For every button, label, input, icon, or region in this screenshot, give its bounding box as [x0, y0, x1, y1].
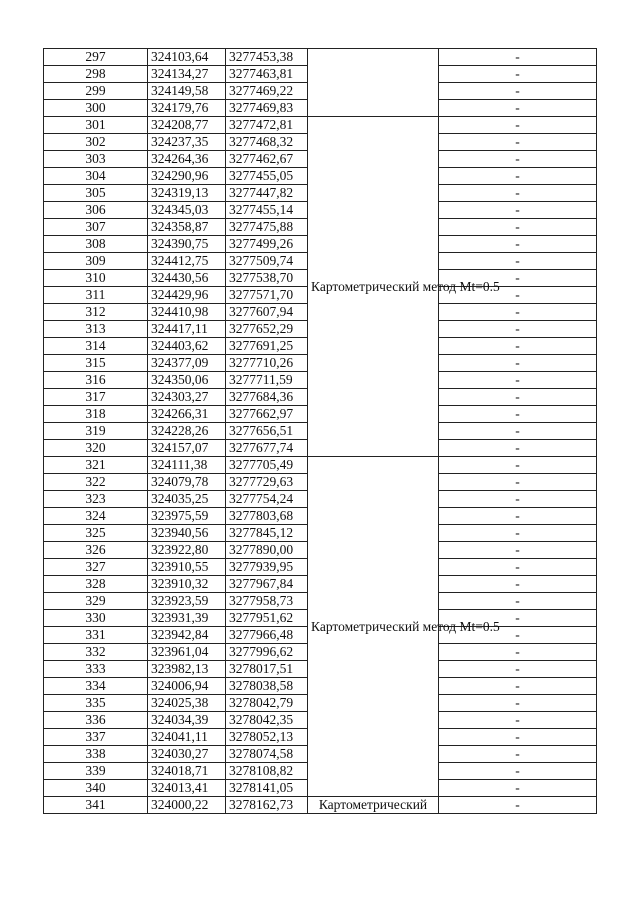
point-number-cell: 298: [44, 66, 148, 83]
value-cell: -: [439, 253, 597, 270]
point-number-cell: 329: [44, 593, 148, 610]
point-number-cell: 332: [44, 644, 148, 661]
x-coordinate-cell: 324013,41: [148, 780, 226, 797]
point-number-cell: 327: [44, 559, 148, 576]
x-coordinate-cell: 324157,07: [148, 440, 226, 457]
value-cell: -: [439, 763, 597, 780]
value-cell: -: [439, 576, 597, 593]
point-number-cell: 325: [44, 525, 148, 542]
value-cell: -: [439, 270, 597, 287]
x-coordinate-cell: 324430,56: [148, 270, 226, 287]
y-coordinate-cell: 3277966,48: [226, 627, 308, 644]
x-coordinate-cell: 323910,32: [148, 576, 226, 593]
y-coordinate-cell: 3277468,32: [226, 134, 308, 151]
y-coordinate-cell: 3277469,83: [226, 100, 308, 117]
point-number-cell: 307: [44, 219, 148, 236]
y-coordinate-cell: 3278038,58: [226, 678, 308, 695]
y-coordinate-cell: 3277729,63: [226, 474, 308, 491]
table-row: [44, 797, 597, 814]
y-coordinate-cell: 3277803,68: [226, 508, 308, 525]
y-coordinate-cell: 3278042,35: [226, 712, 308, 729]
x-coordinate-cell: 324350,06: [148, 372, 226, 389]
x-coordinate-cell: 323923,59: [148, 593, 226, 610]
point-number-cell: 308: [44, 236, 148, 253]
y-coordinate-cell: 3277571,70: [226, 287, 308, 304]
y-coordinate-cell: 3277958,73: [226, 593, 308, 610]
y-coordinate-cell: 3277463,81: [226, 66, 308, 83]
x-coordinate-cell: 324034,39: [148, 712, 226, 729]
point-number-cell: 335: [44, 695, 148, 712]
point-number-cell: 317: [44, 389, 148, 406]
value-cell: -: [439, 423, 597, 440]
point-number-cell: 316: [44, 372, 148, 389]
value-cell: -: [439, 236, 597, 253]
y-coordinate-cell: 3278017,51: [226, 661, 308, 678]
value-cell: -: [439, 49, 597, 66]
value-cell: -: [439, 593, 597, 610]
x-coordinate-cell: 324025,38: [148, 695, 226, 712]
point-number-cell: 305: [44, 185, 148, 202]
x-coordinate-cell: 324403,62: [148, 338, 226, 355]
y-coordinate-cell: 3277939,95: [226, 559, 308, 576]
value-cell: -: [439, 117, 597, 134]
value-cell: -: [439, 780, 597, 797]
y-coordinate-cell: 3277691,25: [226, 338, 308, 355]
y-coordinate-cell: 3277711,59: [226, 372, 308, 389]
value-cell: -: [439, 338, 597, 355]
point-number-cell: 324: [44, 508, 148, 525]
point-number-cell: 300: [44, 100, 148, 117]
x-coordinate-cell: 323922,80: [148, 542, 226, 559]
point-number-cell: 326: [44, 542, 148, 559]
value-cell: -: [439, 746, 597, 763]
value-cell: -: [439, 304, 597, 321]
point-number-cell: 311: [44, 287, 148, 304]
x-coordinate-cell: 324111,38: [148, 457, 226, 474]
x-coordinate-cell: 323910,55: [148, 559, 226, 576]
value-cell: -: [439, 695, 597, 712]
value-cell: -: [439, 355, 597, 372]
value-cell: -: [439, 66, 597, 83]
point-number-cell: 337: [44, 729, 148, 746]
y-coordinate-cell: 3277656,51: [226, 423, 308, 440]
value-cell: -: [439, 134, 597, 151]
y-coordinate-cell: 3277684,36: [226, 389, 308, 406]
x-coordinate-cell: 324149,58: [148, 83, 226, 100]
point-number-cell: 299: [44, 83, 148, 100]
value-cell: -: [439, 100, 597, 117]
point-number-cell: 322: [44, 474, 148, 491]
point-number-cell: 333: [44, 661, 148, 678]
value-cell: -: [439, 729, 597, 746]
value-cell: -: [439, 406, 597, 423]
y-coordinate-cell: 3277951,62: [226, 610, 308, 627]
value-cell: -: [439, 491, 597, 508]
y-coordinate-cell: 3277754,24: [226, 491, 308, 508]
x-coordinate-cell: 324303,27: [148, 389, 226, 406]
x-coordinate-cell: 324018,71: [148, 763, 226, 780]
value-cell: -: [439, 797, 597, 814]
value-cell: -: [439, 389, 597, 406]
point-number-cell: 323: [44, 491, 148, 508]
y-coordinate-cell: 3277710,26: [226, 355, 308, 372]
value-cell: -: [439, 712, 597, 729]
point-number-cell: 331: [44, 627, 148, 644]
y-coordinate-cell: 3278162,73: [226, 797, 308, 814]
y-coordinate-cell: 3277652,29: [226, 321, 308, 338]
x-coordinate-cell: 324358,87: [148, 219, 226, 236]
x-coordinate-cell: 324412,75: [148, 253, 226, 270]
x-coordinate-cell: 324264,36: [148, 151, 226, 168]
x-coordinate-cell: 323982,13: [148, 661, 226, 678]
x-coordinate-cell: 323961,04: [148, 644, 226, 661]
value-cell: -: [439, 151, 597, 168]
value-cell: -: [439, 542, 597, 559]
value-cell: -: [439, 372, 597, 389]
x-coordinate-cell: 324103,64: [148, 49, 226, 66]
x-coordinate-cell: 324228,26: [148, 423, 226, 440]
coordinates-table: [43, 48, 597, 814]
x-coordinate-cell: 324134,27: [148, 66, 226, 83]
y-coordinate-cell: 3277469,22: [226, 83, 308, 100]
x-coordinate-cell: 324345,03: [148, 202, 226, 219]
value-cell: -: [439, 185, 597, 202]
point-number-cell: 314: [44, 338, 148, 355]
value-cell: -: [439, 83, 597, 100]
x-coordinate-cell: 323975,59: [148, 508, 226, 525]
method-cell: Картометрический: [308, 797, 439, 814]
x-coordinate-cell: 324319,13: [148, 185, 226, 202]
value-cell: -: [439, 525, 597, 542]
coordinates-table-body: [44, 49, 597, 814]
y-coordinate-cell: 3277475,88: [226, 219, 308, 236]
point-number-cell: 339: [44, 763, 148, 780]
x-coordinate-cell: 324417,11: [148, 321, 226, 338]
x-coordinate-cell: 324041,11: [148, 729, 226, 746]
y-coordinate-cell: 3277509,74: [226, 253, 308, 270]
y-coordinate-cell: 3277462,67: [226, 151, 308, 168]
value-cell: -: [439, 644, 597, 661]
point-number-cell: 334: [44, 678, 148, 695]
value-cell: -: [439, 457, 597, 474]
point-number-cell: 302: [44, 134, 148, 151]
value-cell: -: [439, 559, 597, 576]
x-coordinate-cell: 324429,96: [148, 287, 226, 304]
x-coordinate-cell: 324390,75: [148, 236, 226, 253]
point-number-cell: 315: [44, 355, 148, 372]
y-coordinate-cell: 3277705,49: [226, 457, 308, 474]
value-cell: -: [439, 168, 597, 185]
y-coordinate-cell: 3277996,62: [226, 644, 308, 661]
x-coordinate-cell: 324000,22: [148, 797, 226, 814]
point-number-cell: 338: [44, 746, 148, 763]
value-cell: -: [439, 627, 597, 644]
point-number-cell: 306: [44, 202, 148, 219]
value-cell: -: [439, 508, 597, 525]
value-cell: -: [439, 661, 597, 678]
y-coordinate-cell: 3277538,70: [226, 270, 308, 287]
x-coordinate-cell: 324237,35: [148, 134, 226, 151]
x-coordinate-cell: 324079,78: [148, 474, 226, 491]
value-cell: -: [439, 202, 597, 219]
y-coordinate-cell: 3277455,14: [226, 202, 308, 219]
point-number-cell: 303: [44, 151, 148, 168]
value-cell: -: [439, 610, 597, 627]
x-coordinate-cell: 323931,39: [148, 610, 226, 627]
point-number-cell: 304: [44, 168, 148, 185]
x-coordinate-cell: 324030,27: [148, 746, 226, 763]
x-coordinate-cell: 324208,77: [148, 117, 226, 134]
y-coordinate-cell: 3278042,79: [226, 695, 308, 712]
point-number-cell: 336: [44, 712, 148, 729]
y-coordinate-cell: 3278052,13: [226, 729, 308, 746]
value-cell: -: [439, 219, 597, 236]
y-coordinate-cell: 3278074,58: [226, 746, 308, 763]
y-coordinate-cell: 3278108,82: [226, 763, 308, 780]
x-coordinate-cell: 324266,31: [148, 406, 226, 423]
y-coordinate-cell: 3277662,97: [226, 406, 308, 423]
y-coordinate-cell: 3277499,26: [226, 236, 308, 253]
value-cell: -: [439, 321, 597, 338]
x-coordinate-cell: 324035,25: [148, 491, 226, 508]
value-cell: -: [439, 440, 597, 457]
table-row: [44, 117, 597, 134]
point-number-cell: 310: [44, 270, 148, 287]
point-number-cell: 341: [44, 797, 148, 814]
point-number-cell: 328: [44, 576, 148, 593]
y-coordinate-cell: 3277890,00: [226, 542, 308, 559]
method-cell: [308, 49, 439, 117]
point-number-cell: 318: [44, 406, 148, 423]
point-number-cell: 330: [44, 610, 148, 627]
x-coordinate-cell: 324377,09: [148, 355, 226, 372]
value-cell: -: [439, 474, 597, 491]
method-cell: Картометрический метод Mt=0.5: [308, 457, 439, 797]
x-coordinate-cell: 324179,76: [148, 100, 226, 117]
table-row: [44, 49, 597, 66]
y-coordinate-cell: 3277455,05: [226, 168, 308, 185]
point-number-cell: 320: [44, 440, 148, 457]
value-cell: -: [439, 287, 597, 304]
y-coordinate-cell: 3277967,84: [226, 576, 308, 593]
value-cell: -: [439, 678, 597, 695]
y-coordinate-cell: 3277447,82: [226, 185, 308, 202]
y-coordinate-cell: 3277607,94: [226, 304, 308, 321]
y-coordinate-cell: 3278141,05: [226, 780, 308, 797]
x-coordinate-cell: 324006,94: [148, 678, 226, 695]
y-coordinate-cell: 3277677,74: [226, 440, 308, 457]
method-cell: Картометрический метод Mt=0.5: [308, 117, 439, 457]
y-coordinate-cell: 3277453,38: [226, 49, 308, 66]
y-coordinate-cell: 3277472,81: [226, 117, 308, 134]
x-coordinate-cell: 323942,84: [148, 627, 226, 644]
y-coordinate-cell: 3277845,12: [226, 525, 308, 542]
point-number-cell: 297: [44, 49, 148, 66]
point-number-cell: 319: [44, 423, 148, 440]
point-number-cell: 313: [44, 321, 148, 338]
x-coordinate-cell: 324290,96: [148, 168, 226, 185]
table-row: [44, 457, 597, 474]
x-coordinate-cell: 323940,56: [148, 525, 226, 542]
point-number-cell: 301: [44, 117, 148, 134]
point-number-cell: 312: [44, 304, 148, 321]
point-number-cell: 309: [44, 253, 148, 270]
x-coordinate-cell: 324410,98: [148, 304, 226, 321]
point-number-cell: 321: [44, 457, 148, 474]
point-number-cell: 340: [44, 780, 148, 797]
